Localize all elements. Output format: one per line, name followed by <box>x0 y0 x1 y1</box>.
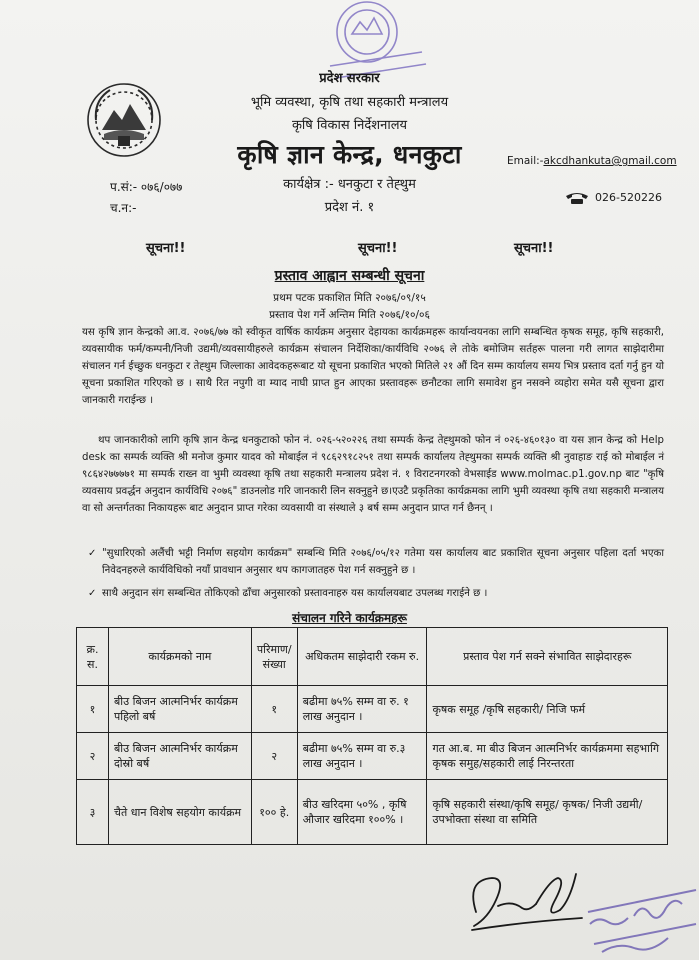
table-row <box>77 686 668 733</box>
check-icon: ✓ <box>88 588 97 599</box>
header-partners: प्रस्ताव पेश गर्न सक्ने संभावित साझेदारहरू <box>427 628 668 686</box>
reference-number: प.सं:- ०७६/०७७ <box>110 180 183 194</box>
header-office-name: कृषि ज्ञान केन्द्र, धनकुटा <box>237 140 462 169</box>
table-row <box>77 780 668 845</box>
cell-serial: १ <box>77 686 109 733</box>
cell-max-grant: बढीमा ७५% सम्म वा रु. १ लाख अनुदान । <box>297 686 427 733</box>
cell-quantity: १ <box>251 686 297 733</box>
cell-program-name: बीउ बिजन आत्मनिर्भर कार्यक्रम पहिलो बर्ष <box>108 686 251 733</box>
header-directorate: कृषि विकास निर्देशनालय <box>291 118 408 133</box>
bullet-text: साथै अनुदान संग सम्बन्धित तोकिएको ढाँचा अनुसारको प्रस्तावनाहरु यस कार्यालयबाट उपलब्ध गराईने छ । <box>102 588 488 599</box>
header-jurisdiction: कार्यक्षेत्र :- धनकुटा र तेह्थुम <box>283 177 416 192</box>
notice-label-3: सूचना!! <box>514 241 554 256</box>
dispatch-number: च.न:- <box>110 201 137 215</box>
phone-number: 026-520226 <box>595 191 662 204</box>
header-max-grant: अधिकतम साझेदारी रकम रु. <box>297 628 427 686</box>
programs-table <box>76 627 668 845</box>
header-ministry: भूमि व्यवस्था, कृषि तथा सहकारी मन्त्रालय <box>250 95 449 110</box>
table-title: संचालन गरिने कार्यक्रमहरू <box>292 611 407 625</box>
cell-max-grant: बीउ खरिदमा ५०% , कृषि औजार खरिदमा १००% । <box>297 780 427 845</box>
office-stamp <box>578 872 699 960</box>
bullet-item <box>88 545 664 579</box>
cell-partners: गत आ.ब. मा बीउ बिजन आत्मनिर्भर कार्यक्रममा सहभागि कृषक समुह/सहकारी लाई निरन्तरता <box>427 733 668 780</box>
table-row <box>77 733 668 780</box>
notice-label-1: सूचना!! <box>146 241 186 256</box>
paragraph-contact-info: थप जानकारीको लागि कृषि ज्ञान केन्द्र धनकुटाको फोन नं. ०२६-५२०२२६ तथा सम्पर्क केन्द्र तेह्थुमको फोन नं ०२६-४६०१३० वा यस ज्ञान केन्द्र को Help desk का सम्पर्क व्यक्ति श्री मनोज कुमार यादव को मोबाईल नं ९८६२९१८२५१ तथा सम्पर्क कार्यालय तेह्थुमका सम्पर्क व्यक्ति श्री नुवाहाङ राई को मोबाईल नं ९८६४२७७७७१ मा सम्पर्क राख्न वा भुमी व्यवस्था कृषि तथा सहकारी मन्त्रालय प्रदेश नं. १ विराटनगरको वेभसाईड www.molmac.p1.gov.np बाट "कृषि व्यवसाय प्रवर्द्धन अनुदान कार्यविधि २०७६" डाउनलोड गरि जानकारी लिन सक्नुहुने छ।एउटै प्रकृतिका कार्यक्रमका लागि भुमी व्यवस्था कृषि तथा सहकारी मन्त्रालय वा सो अन्तर्गतका निकायहरू बाट अनुदान प्राप्त गरेका व्यवसायी वा संस्थाले ३ बर्ष सम्म अनुदान प्राप्त गर्न छैनन् । <box>82 435 664 514</box>
cell-program-name: चैते धान विशेष सहयोग कार्यक्रम <box>108 780 251 845</box>
cell-quantity: २ <box>251 733 297 780</box>
first-published-date: प्रथम पटक प्रकाशित मिति २०७६/०९/१५ <box>273 292 426 304</box>
header-province-number: प्रदेश नं. १ <box>324 200 375 215</box>
cell-quantity: १०० हे. <box>251 780 297 845</box>
cell-partners: कृषि सहकारी संस्था/कृषि समूह/ कृषक/ निजी उद्यमी/ उपभोक्ता संस्था वा समिति <box>427 780 668 845</box>
cell-serial: ३ <box>77 780 109 845</box>
header-program-name: कार्यक्रमको नाम <box>108 628 251 686</box>
notice-label-2: सूचना!! <box>358 241 398 256</box>
check-icon: ✓ <box>88 548 97 559</box>
paragraph-main: यस कृषि ज्ञान केन्द्रको आ.व. २०७६/७७ को स्वीकृत वार्षिक कार्यक्रम अनुसार देहायका कार्यक्रमहरू कार्यान्वयनका लागि सम्बन्धित कृषक समूह, कृषि सहकारी, व्यवसायीक फर्म/कम्पनी/निजी उद्यमी/व्यवसायीहरुले कार्यक्रम संचालन निर्देशिका/कार्यविधि २०७६ ले तोके बमोजिम सर्तहरू पालना गरी लागत साझेदारीमा संचालन गर्न ईच्छुक धनकुटा र तेह्थुम जिल्लाका आवेदकहरूबाट यो सूचना प्रकाशित भएको मितिले २१ औं दिन सम्म कार्यालय समय भित्र प्रस्ताव दर्ता गर्नु हुन यो सूचना प्रकाशित गरिएको छ । साथै रित नपुगी वा म्याद नाघी प्राप्त हुन आएका प्रस्तावहरू छनौटका लागि समावेश हुन नसक्ने व्यहोरा समेत यसै सूचना द्वारा जानकारी गराईन्छ । <box>82 327 664 406</box>
cell-max-grant: बढीमा ७५% सम्म वा रु.३ लाख अनुदान । <box>297 733 427 780</box>
cell-serial: २ <box>77 733 109 780</box>
header-quantity: परिमाण/संख्या <box>251 628 297 686</box>
signature <box>462 860 592 935</box>
email-label: Email:- <box>507 155 544 167</box>
bullet-text: "सुधारिएको अलैंची भट्टी निर्माण सहयोग कार्यक्रम" सम्बन्धि मिति २०७६/०५/१२ गतेमा यस कार्यालय बाट प्रकाशित सूचना अनुसार पहिला दर्ता भएका निवेदनहरुले कार्यविधिको नयाँ प्रावधान अनुसार थप कागजातहरु पेश गर्न सक्नुहुने छ । <box>102 548 664 576</box>
cell-program-name: बीउ बिजन आत्मनिर्भर कार्यक्रम दोस्रो बर्ष <box>108 733 251 780</box>
cell-partners: कृषक समूह /कृषि सहकारी/ निजि फर्म <box>427 686 668 733</box>
email-address: akcdhankuta@gmail.com <box>543 155 677 167</box>
header-province-government: प्रदेश सरकार <box>319 71 380 86</box>
bullet-item <box>88 585 664 602</box>
document-title: प्रस्ताव आह्वान सम्बन्धी सूचना <box>274 268 425 284</box>
table-header-row <box>77 628 668 686</box>
header-serial: क्र. स. <box>77 628 109 686</box>
telephone-icon <box>565 191 589 205</box>
final-submission-date: प्रस्ताव पेश गर्ने अन्तिम मिति २०७६/१०/०६ <box>269 309 430 321</box>
email-line <box>507 155 677 167</box>
phone-line <box>565 191 662 205</box>
